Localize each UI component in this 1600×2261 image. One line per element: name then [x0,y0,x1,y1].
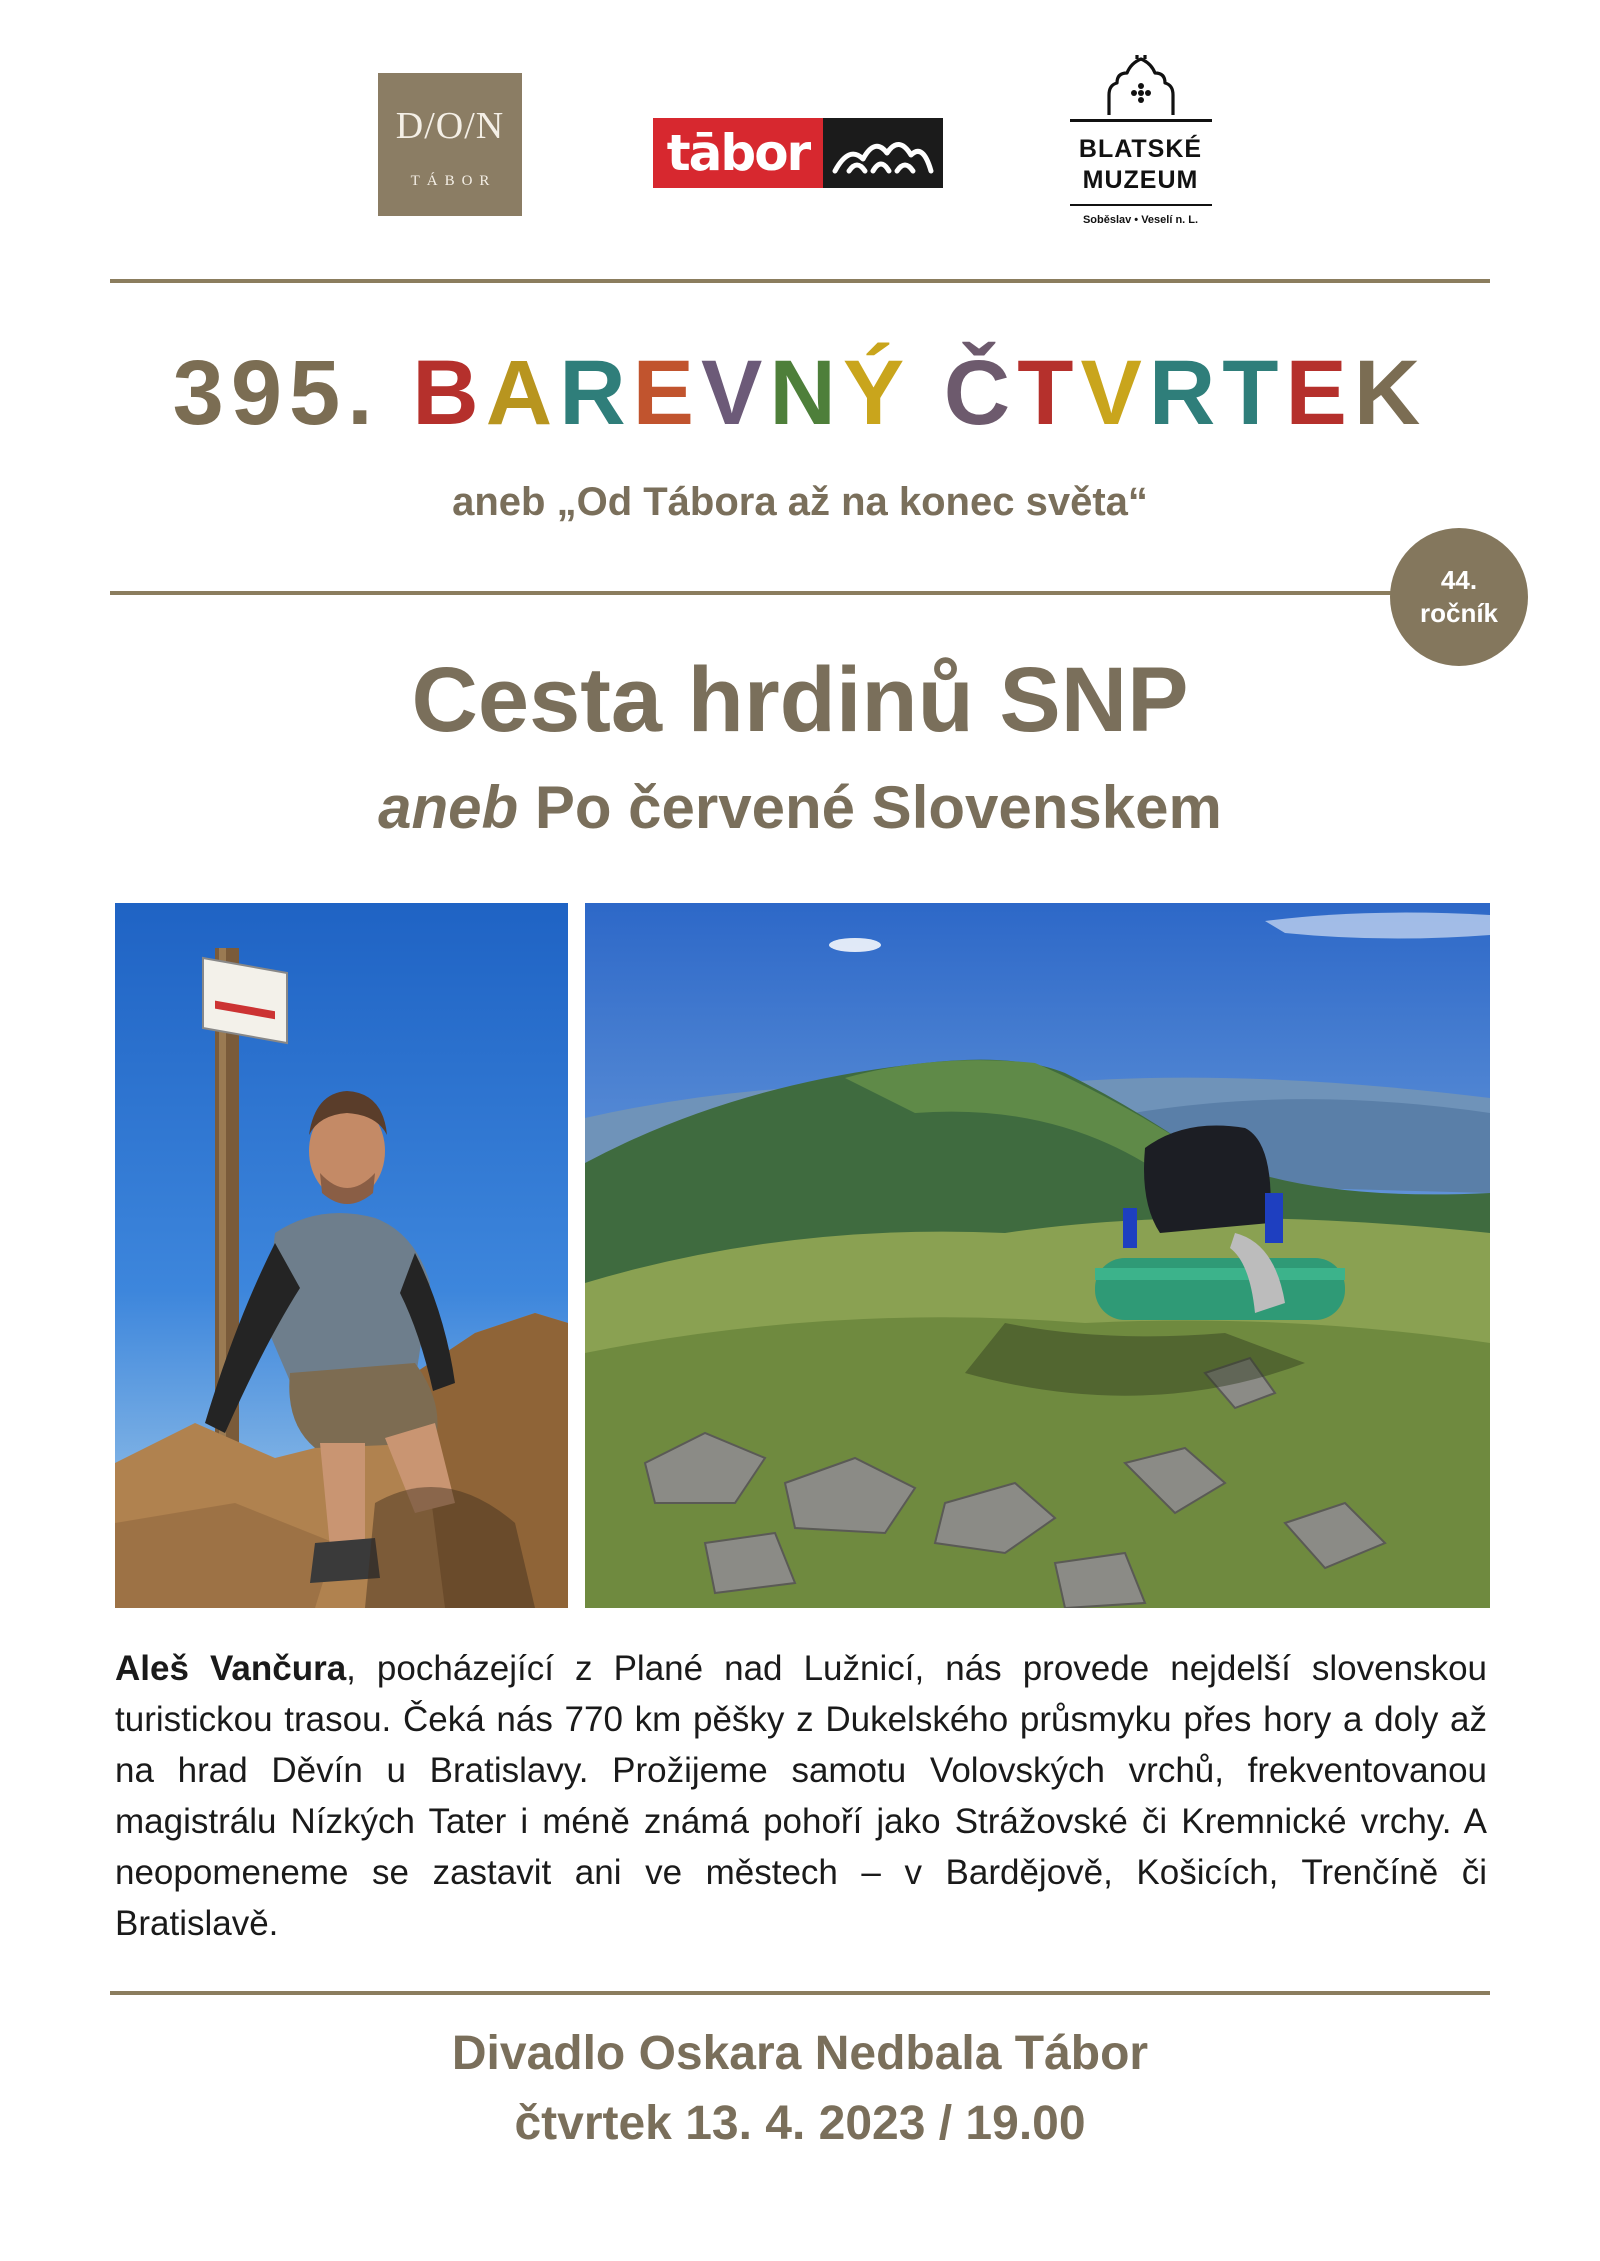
series-number: 395. [172,342,380,444]
museum-house-icon [1101,55,1181,117]
landscape-photo [585,903,1490,1608]
tabor-logo [653,118,943,188]
title-letter: B [412,342,486,444]
event-datetime: čtvrtek 13. 4. 2023 / 19.00 [514,2097,1086,2150]
blatske-logo-line2: MUZEUM [1082,166,1199,194]
lecture-description [115,1643,1487,1949]
title-letter: V [1080,342,1149,444]
divider-middle [110,591,1420,595]
title-letter: T [1222,342,1286,444]
portrait-photo [115,903,568,1608]
title-letter: A [485,342,560,444]
tabor-hills-icon [823,118,943,188]
series-name [412,342,1427,444]
divider-bottom [110,1991,1490,1995]
title-letter: Č [943,342,1018,444]
event-series-title [0,338,1600,448]
badge-number: 44. [1440,565,1478,595]
venue: Divadlo Oskara Nedbala Tábor [451,2027,1149,2080]
title-letter: R [559,342,633,444]
title-letter: E [1285,342,1354,444]
tabor-logo-word: tābor [653,118,823,188]
blatske-logo-rule [1070,119,1212,122]
lecture-subtitle [0,770,1600,846]
lecture-subtitle-rest: Po červené Slovenskem [518,774,1222,841]
don-logo-city: TÁBOR [410,173,497,189]
series-subtitle: aneb „Od Tábora až na konec světa“ [452,480,1148,524]
blatske-muzeum-logo [1068,55,1213,245]
divider-top [110,279,1490,283]
blatske-logo-rule-bottom [1070,204,1212,206]
title-letter: T [1017,342,1081,444]
lecture-subtitle-italic: aneb [378,774,519,841]
blatske-logo-name [1079,134,1202,196]
title-letter: Ý [842,342,912,444]
title-letter: R [1148,342,1223,444]
title-letter [911,338,944,448]
blatske-logo-line1: BLATSKÉ [1078,135,1203,163]
title-letter: E [632,342,702,444]
badge-label: ročník [1419,598,1499,628]
title-letter: K [1353,342,1428,444]
don-tabor-logo [378,73,522,216]
title-letter: V [701,342,770,444]
don-logo-mark: D/O/N [395,105,505,147]
title-letter: N [769,342,843,444]
speaker-name: Aleš Vančura [115,1649,347,1688]
lecture-title: Cesta hrdinů SNP [411,649,1189,751]
blatske-logo-towns: Soběslav • Veselí n. L. [1082,214,1199,226]
description-text: , pocházející z Plané nad Lužnicí, nás provede nejdelší slovenskou turistickou trasou. Čeká nás 770 km pěšky z Dukelského průsmyku přes hory a doly až na hrad Děvín u Bratislavy. Prožijeme samotu Volovských vrchů, frekventovanou magistrálu Nízkých Tater i méně známá pohoří jako Strážovské či Kremnické vrchy. A neopomeneme se zastavit ani ve městech – v Bardějově, Košicích, Trenčíně či Bratislavě. [115,1649,1488,1943]
